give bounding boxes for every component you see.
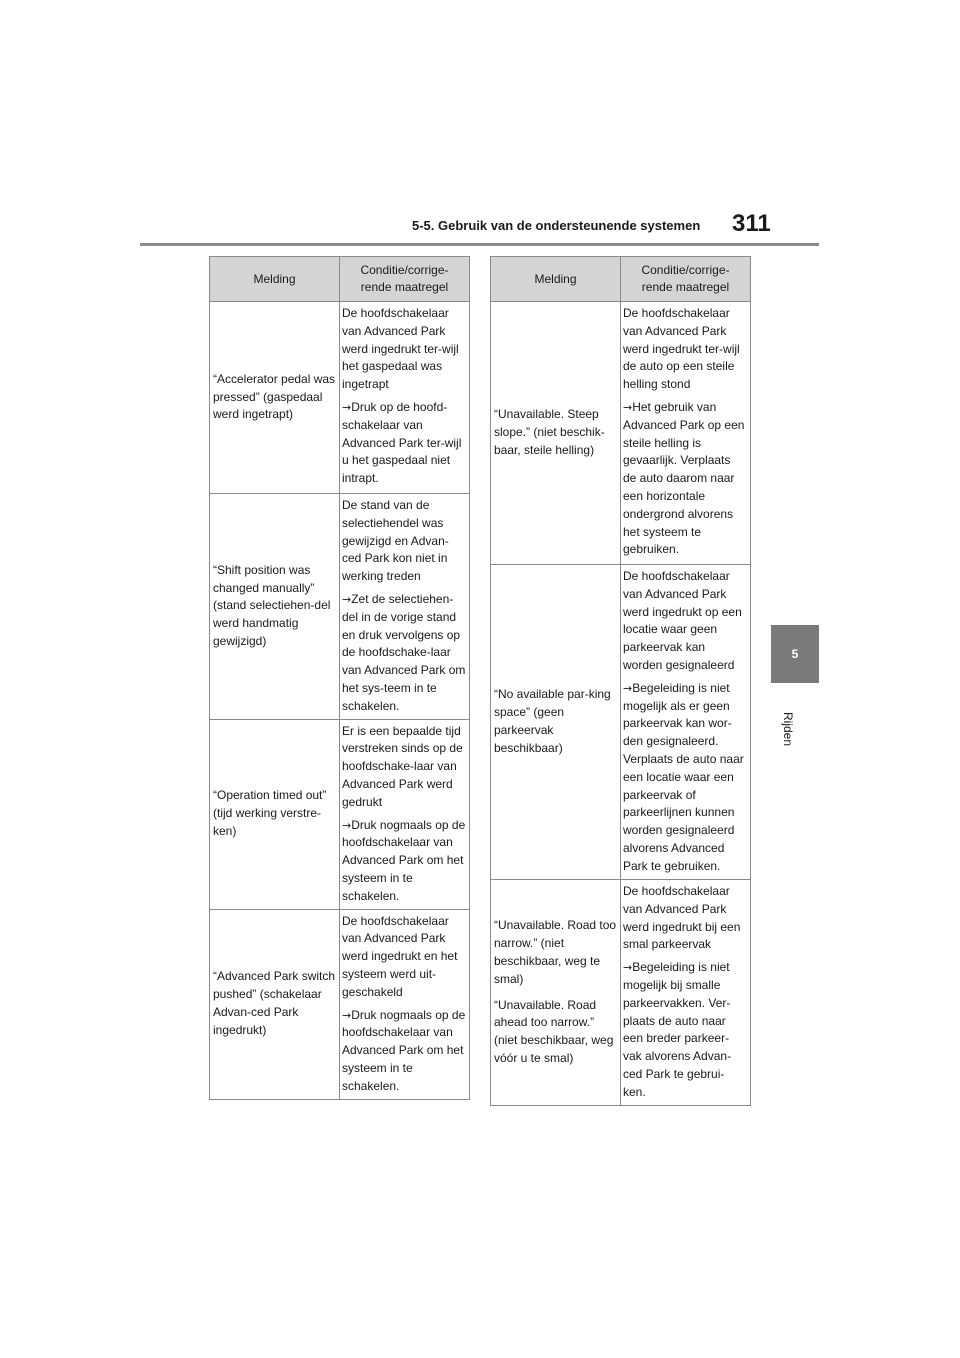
message-text: “Unavailable. Road too narrow.” (niet beschikbaar, weg te smal) [494,918,617,986]
condition-text: Er is een bepaalde tijd verstreken sinds op de hoofdschake-laar van Advanced Park werd gedrukt [342,723,463,809]
message-cell: “Unavailable. Steep slope.” (niet beschik-baar, steile helling) [491,302,621,565]
arrow-icon: → [623,681,633,695]
condition-text: De hoofdschakelaar van Advanced Park werd ingedrukt en het systeem werd uit-geschakeld [342,913,458,999]
right-message-table [490,256,751,1106]
table-row [491,302,751,565]
chapter-label: Rijden [781,712,795,747]
condition-cell [340,494,470,720]
column-header-melding: Melding [491,257,621,302]
action-text: →Begeleiding is niet mogelijk bij smalle parkeervakken. Ver-plaats de auto naar een breder parkeer-vak alvorens Advan-ced Park te gebrui-ken. [623,960,732,1099]
message-cell: “No available par-king space” (geen parkeervak beschikbaar) [491,565,621,880]
action-text: →Begeleiding is niet mogelijk als er geen parkeervak kan wor-den gesignaleerd. Verplaats de auto naar een locatie waar een parkeervak of parkeerlijnen kunnen worden gesignaleerd alvorens Advanced Park te gebruiken. [623,680,744,873]
arrow-icon: → [342,818,352,832]
condition-cell [340,302,470,494]
condition-text: De hoofdschakelaar van Advanced Park werd ingedrukt op een locatie waar geen parkeervak kan worden gesignaleerd [623,569,742,672]
condition-text: De hoofdschakelaar van Advanced Park werd ingedrukt ter-wijl het gaspedaal was ingetrapt [342,306,459,392]
message-cell: “Accelerator pedal was pressed” (gaspedaal werd ingetrapt) [210,302,340,494]
table-row [210,909,470,1099]
section-title: 5-5. Gebruik van de ondersteunende systemen [412,218,701,233]
chapter-tab [771,625,819,683]
arrow-icon: → [623,400,633,414]
table-row [491,565,751,880]
table-header-row [491,257,751,302]
column-header-conditie: Conditie/corrige- rende maatregel [340,257,470,302]
action-text: →Druk nogmaals op de hoofdschakelaar van Advanced Park om het systeem in te schakelen. [342,1007,466,1093]
message-cell: “Operation timed out” (tijd werking verstre-ken) [210,719,340,909]
condition-text: De hoofdschakelaar van Advanced Park werd ingedrukt ter-wijl de auto op een steile helling stond [623,306,740,392]
condition-cell [621,302,751,565]
table-row [210,302,470,494]
message-cell: “Shift position was changed manually” (stand selectiehen-del werd handmatig gewijzigd) [210,494,340,720]
arrow-icon: → [623,961,633,975]
action-text: →Zet de selectiehen-del in de vorige stand en druk vervolgens op de hoofdschake-laar van Advanced Park om het sys-teem in te schakelen. [342,591,466,713]
column-header-melding: Melding [210,257,340,302]
arrow-icon: → [342,592,352,606]
chapter-number: 5 [791,647,799,661]
action-text: →Druk op de hoofd-schakelaar van Advanced Park ter-wijl u het gaspedaal niet intrapt. [342,399,462,486]
message-cell: “Advanced Park switch pushed” (schakelaar Advan-ced Park ingedrukt) [210,909,340,1099]
condition-text: De hoofdschakelaar van Advanced Park werd ingedrukt bij een smal parkeervak [623,884,741,952]
header-divider [140,243,819,246]
message-cell [491,880,621,1106]
table-row [210,494,470,720]
table-header-row [210,257,470,302]
condition-cell [340,719,470,909]
table-row [210,719,470,909]
action-text: →Het gebruik van Advanced Park op een steile helling is gevaarlijk. Verplaats de auto daarom naar een horizontale ondergrond alvorens het systeem te gebruiken. [623,399,745,557]
message-text-extra: “Unavailable. Road ahead too narrow.” (niet beschikbaar, weg vóór u te smal) [494,997,614,1065]
column-header-conditie: Conditie/corrige- rende maatregel [621,257,751,302]
page-number: 311 [732,210,771,237]
arrow-icon: → [342,400,352,414]
condition-text: De stand van de selectiehendel was gewijzigd en Advan-ced Park kon niet in werking treden [342,498,449,584]
condition-cell [340,909,470,1099]
table-row [491,880,751,1106]
condition-cell [621,565,751,880]
arrow-icon: → [342,1008,352,1022]
condition-cell [621,880,751,1106]
action-text: →Druk nogmaals op de hoofdschakelaar van Advanced Park om het systeem in te schakelen. [342,817,466,903]
left-message-table [209,256,470,1100]
